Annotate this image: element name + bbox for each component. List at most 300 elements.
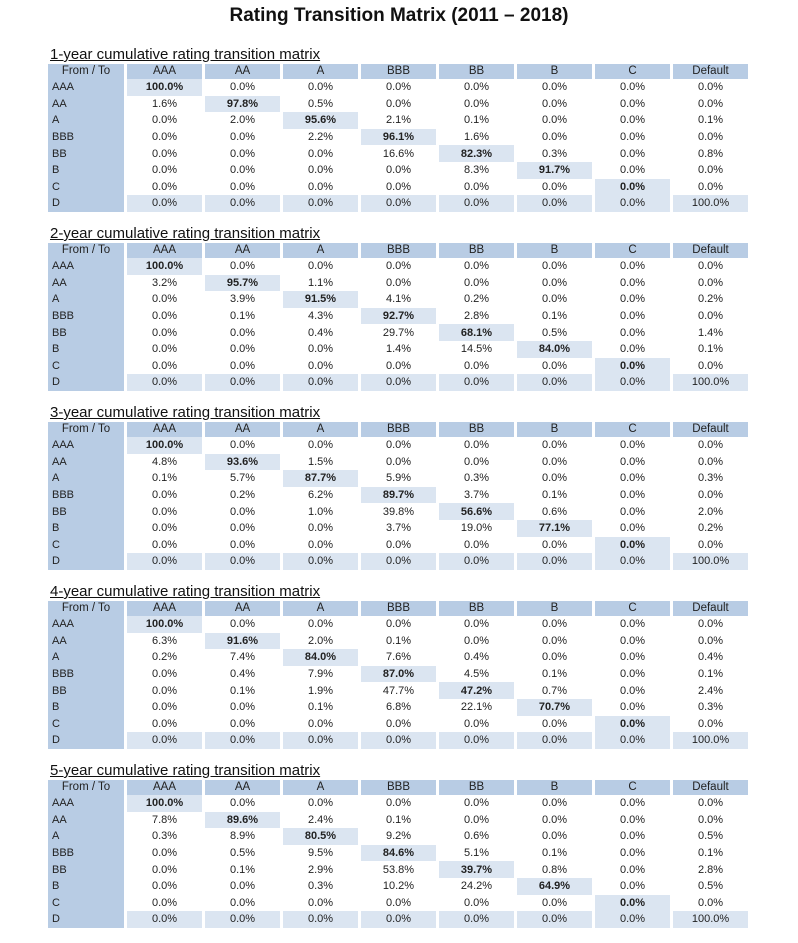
table-cell: 0.0% — [283, 553, 358, 570]
table-cell: 0.0% — [439, 553, 514, 570]
table-cell: 0.0% — [307, 797, 334, 810]
row-label: B — [48, 699, 124, 716]
header-row — [48, 422, 748, 437]
table-row — [48, 553, 748, 570]
table-cell: 0.0% — [541, 896, 568, 909]
table-cell: 0.0% — [463, 813, 490, 826]
table-cell: 0.0% — [229, 359, 256, 372]
table-cell: 0.4% — [697, 651, 724, 664]
table-cell: 0.0% — [595, 895, 670, 912]
column-header: A — [283, 243, 358, 258]
matrix-block — [45, 761, 751, 928]
table-cell: 3.9% — [229, 293, 256, 306]
matrix-title: 2-year cumulative rating transition matrix — [50, 225, 321, 242]
table-cell: 0.0% — [151, 343, 178, 356]
table-cell: 0.0% — [619, 668, 646, 681]
table-cell: 0.0% — [697, 97, 724, 110]
table-cell: 0.0% — [229, 618, 256, 631]
diagonal-cell: 77.1% — [517, 520, 592, 537]
table-cell: 0.0% — [463, 634, 490, 647]
row-label: D — [48, 374, 124, 391]
transition-matrix-table — [45, 243, 751, 391]
table-cell: 0.0% — [595, 358, 670, 375]
table-cell: 0.0% — [541, 618, 568, 631]
row-label: A — [48, 649, 124, 666]
row-label: B — [48, 520, 124, 537]
table-cell: 0.0% — [151, 180, 178, 193]
table-cell: 0.0% — [541, 797, 568, 810]
table-cell: 0.6% — [463, 830, 490, 843]
table-cell: 5.7% — [229, 472, 256, 485]
table-cell: 0.0% — [697, 489, 724, 502]
table-cell: 0.1% — [541, 847, 568, 860]
table-cell: 2.1% — [385, 114, 412, 127]
table-row — [48, 341, 748, 358]
transition-matrix-table — [45, 601, 751, 749]
column-header: Default — [673, 243, 748, 258]
table-cell: 0.4% — [307, 326, 334, 339]
table-cell: 0.0% — [619, 813, 646, 826]
table-row — [48, 699, 748, 716]
table-cell: 0.0% — [541, 131, 568, 144]
diagonal-cell: 100.0% — [127, 79, 202, 96]
table-cell: 0.0% — [619, 293, 646, 306]
table-cell: 0.2% — [463, 293, 490, 306]
diagonal-cell: 100.0% — [127, 616, 202, 633]
table-cell: 1.1% — [307, 276, 334, 289]
row-label: D — [48, 732, 124, 749]
column-header: BBB — [361, 780, 436, 795]
table-cell: 6.8% — [385, 701, 412, 714]
table-cell: 0.0% — [697, 813, 724, 826]
table-cell: 0.1% — [229, 310, 256, 323]
table-row — [48, 520, 748, 537]
column-header: BBB — [361, 601, 436, 616]
table-cell: 0.0% — [127, 195, 202, 212]
table-cell: 0.0% — [229, 343, 256, 356]
table-cell: 0.0% — [619, 797, 646, 810]
table-row — [48, 358, 748, 375]
table-cell: 53.8% — [382, 863, 415, 876]
table-cell: 0.0% — [151, 847, 178, 860]
table-cell: 2.8% — [463, 310, 490, 323]
table-cell: 0.0% — [127, 911, 202, 928]
column-header: B — [517, 64, 592, 79]
table-cell: 3.7% — [385, 522, 412, 535]
table-row — [48, 828, 748, 845]
table-cell: 0.0% — [151, 310, 178, 323]
table-cell: 0.0% — [541, 538, 568, 551]
table-cell: 0.0% — [541, 813, 568, 826]
table-cell: 0.0% — [385, 717, 412, 730]
table-cell: 0.0% — [541, 293, 568, 306]
table-cell: 0.0% — [517, 911, 592, 928]
diagonal-cell: 47.2% — [439, 682, 514, 699]
diagonal-cell: 87.7% — [283, 470, 358, 487]
table-cell: 0.0% — [463, 717, 490, 730]
matrix-block — [45, 224, 751, 391]
table-cell: 0.0% — [151, 489, 178, 502]
table-cell: 0.3% — [697, 472, 724, 485]
table-cell: 2.0% — [229, 114, 256, 127]
table-cell: 0.0% — [595, 179, 670, 196]
table-cell: 0.0% — [307, 147, 334, 160]
table-row — [48, 716, 748, 733]
column-header: AAA — [127, 64, 202, 79]
table-cell: 0.1% — [307, 701, 334, 714]
table-cell: 0.1% — [151, 472, 178, 485]
table-cell: 100.0% — [673, 732, 748, 749]
header-row — [48, 780, 748, 795]
table-cell: 0.0% — [229, 797, 256, 810]
column-header: Default — [673, 422, 748, 437]
table-cell: 0.0% — [697, 81, 724, 94]
table-cell: 29.7% — [382, 326, 415, 339]
table-cell: 47.7% — [382, 684, 415, 697]
table-cell: 0.0% — [283, 195, 358, 212]
table-cell: 0.7% — [541, 684, 568, 697]
table-cell: 0.0% — [619, 310, 646, 323]
column-header: Default — [673, 601, 748, 616]
column-header: BB — [439, 422, 514, 437]
table-cell: 5.9% — [385, 472, 412, 485]
table-cell: 4.8% — [151, 455, 178, 468]
transition-matrix-table — [45, 422, 751, 570]
table-cell: 0.0% — [385, 896, 412, 909]
row-label: C — [48, 358, 124, 375]
row-label: B — [48, 878, 124, 895]
table-cell: 0.0% — [307, 343, 334, 356]
column-header: A — [283, 422, 358, 437]
table-cell: 7.9% — [307, 668, 334, 681]
table-cell: 100.0% — [673, 553, 748, 570]
table-cell: 0.1% — [229, 684, 256, 697]
table-cell: 0.0% — [205, 195, 280, 212]
header-corner: From / To — [48, 601, 124, 616]
table-cell: 0.0% — [619, 164, 646, 177]
table-cell: 0.0% — [205, 732, 280, 749]
table-cell: 0.0% — [697, 439, 724, 452]
table-cell: 0.0% — [697, 180, 724, 193]
table-cell: 5.1% — [463, 847, 490, 860]
table-cell: 0.0% — [541, 180, 568, 193]
table-cell: 0.1% — [697, 343, 724, 356]
column-header: BBB — [361, 422, 436, 437]
table-cell: 0.8% — [697, 147, 724, 160]
row-label: BBB — [48, 129, 124, 146]
table-cell: 10.2% — [382, 880, 415, 893]
table-cell: 0.0% — [619, 505, 646, 518]
table-cell: 0.0% — [541, 439, 568, 452]
column-header: B — [517, 601, 592, 616]
row-label: C — [48, 537, 124, 554]
table-cell: 0.0% — [619, 276, 646, 289]
table-cell: 4.3% — [307, 310, 334, 323]
row-label: D — [48, 911, 124, 928]
matrix-title: 3-year cumulative rating transition matrix — [50, 404, 321, 421]
row-label: AA — [48, 454, 124, 471]
table-cell: 0.0% — [151, 326, 178, 339]
table-row — [48, 861, 748, 878]
table-cell: 2.8% — [697, 863, 724, 876]
table-cell: 0.0% — [385, 97, 412, 110]
table-cell: 0.0% — [151, 131, 178, 144]
diagonal-cell: 84.0% — [283, 649, 358, 666]
table-row — [48, 162, 748, 179]
table-cell: 0.0% — [127, 553, 202, 570]
column-header: AA — [205, 243, 280, 258]
table-cell: 0.0% — [463, 81, 490, 94]
table-cell: 0.0% — [619, 847, 646, 860]
table-row — [48, 112, 748, 129]
header-row — [48, 601, 748, 616]
diagonal-cell: 91.5% — [283, 291, 358, 308]
table-cell: 2.0% — [697, 505, 724, 518]
row-label: AAA — [48, 616, 124, 633]
table-cell: 0.3% — [697, 701, 724, 714]
table-cell: 0.0% — [619, 326, 646, 339]
table-row — [48, 878, 748, 895]
table-row — [48, 79, 748, 96]
diagonal-cell: 95.6% — [283, 112, 358, 129]
table-cell: 0.5% — [697, 830, 724, 843]
table-cell: 1.6% — [151, 97, 178, 110]
table-cell: 0.0% — [385, 538, 412, 551]
diagonal-cell: 91.6% — [205, 633, 280, 650]
column-header: A — [283, 780, 358, 795]
table-cell: 0.1% — [541, 489, 568, 502]
table-cell: 0.0% — [619, 114, 646, 127]
row-label: BB — [48, 503, 124, 520]
table-cell: 0.0% — [541, 717, 568, 730]
table-cell: 0.0% — [229, 164, 256, 177]
table-cell: 0.0% — [361, 374, 436, 391]
table-cell: 9.5% — [307, 847, 334, 860]
row-label: D — [48, 553, 124, 570]
table-cell: 0.0% — [361, 911, 436, 928]
table-cell: 0.0% — [229, 131, 256, 144]
table-cell: 0.0% — [463, 260, 490, 273]
table-cell: 6.2% — [307, 489, 334, 502]
table-cell: 0.0% — [229, 701, 256, 714]
table-cell: 0.0% — [595, 195, 670, 212]
table-cell: 1.4% — [697, 326, 724, 339]
diagonal-cell: 84.0% — [517, 341, 592, 358]
table-cell: 0.0% — [697, 797, 724, 810]
table-cell: 0.0% — [697, 896, 724, 909]
table-cell: 0.3% — [541, 147, 568, 160]
table-cell: 1.4% — [385, 343, 412, 356]
table-cell: 1.5% — [307, 455, 334, 468]
column-header: Default — [673, 64, 748, 79]
table-cell: 0.0% — [463, 538, 490, 551]
table-cell: 0.0% — [595, 911, 670, 928]
diagonal-cell: 84.6% — [361, 845, 436, 862]
row-label: BBB — [48, 308, 124, 325]
column-header: A — [283, 601, 358, 616]
table-cell: 0.0% — [229, 180, 256, 193]
table-cell: 0.0% — [595, 374, 670, 391]
column-header: C — [595, 780, 670, 795]
table-cell: 0.0% — [619, 81, 646, 94]
page-title: Rating Transition Matrix (2011 – 2018) — [229, 5, 569, 26]
table-cell: 0.1% — [697, 847, 724, 860]
table-cell: 0.0% — [283, 374, 358, 391]
column-header: BB — [439, 64, 514, 79]
table-cell: 0.0% — [619, 131, 646, 144]
table-cell: 0.0% — [697, 455, 724, 468]
table-cell: 0.6% — [541, 505, 568, 518]
table-cell: 0.0% — [619, 880, 646, 893]
table-cell: 0.0% — [307, 538, 334, 551]
table-cell: 0.0% — [205, 911, 280, 928]
table-cell: 0.0% — [595, 716, 670, 733]
table-cell: 0.0% — [619, 439, 646, 452]
row-label: D — [48, 195, 124, 212]
table-cell: 0.0% — [619, 863, 646, 876]
column-header: B — [517, 422, 592, 437]
table-cell: 0.0% — [229, 522, 256, 535]
table-row — [48, 145, 748, 162]
table-cell: 0.0% — [541, 472, 568, 485]
column-header: C — [595, 601, 670, 616]
row-label: AAA — [48, 258, 124, 275]
table-cell: 0.0% — [385, 180, 412, 193]
header-corner: From / To — [48, 64, 124, 79]
table-cell: 0.0% — [463, 896, 490, 909]
table-cell: 0.0% — [541, 359, 568, 372]
table-cell: 0.0% — [307, 164, 334, 177]
table-cell: 0.0% — [283, 732, 358, 749]
row-label: BB — [48, 145, 124, 162]
table-cell: 0.3% — [463, 472, 490, 485]
table-cell: 0.0% — [151, 522, 178, 535]
column-header: BBB — [361, 64, 436, 79]
table-cell: 0.0% — [385, 455, 412, 468]
table-cell: 4.1% — [385, 293, 412, 306]
table-cell: 0.0% — [619, 522, 646, 535]
table-cell: 7.4% — [229, 651, 256, 664]
header-row — [48, 64, 748, 79]
table-row — [48, 682, 748, 699]
row-label: A — [48, 828, 124, 845]
row-label: A — [48, 291, 124, 308]
table-cell: 0.0% — [697, 538, 724, 551]
diagonal-cell: 96.1% — [361, 129, 436, 146]
column-header: AAA — [127, 422, 202, 437]
table-cell: 1.6% — [463, 131, 490, 144]
column-header: BB — [439, 780, 514, 795]
row-label: B — [48, 162, 124, 179]
table-cell: 0.0% — [151, 684, 178, 697]
table-cell: 3.2% — [151, 276, 178, 289]
table-cell: 0.0% — [619, 260, 646, 273]
diagonal-cell: 87.0% — [361, 666, 436, 683]
table-cell: 0.1% — [385, 634, 412, 647]
table-cell: 0.0% — [697, 717, 724, 730]
table-row — [48, 666, 748, 683]
table-cell: 0.0% — [385, 164, 412, 177]
table-cell: 0.0% — [619, 684, 646, 697]
table-cell: 0.0% — [229, 260, 256, 273]
table-cell: 0.0% — [229, 538, 256, 551]
table-cell: 0.0% — [619, 830, 646, 843]
diagonal-cell: 70.7% — [517, 699, 592, 716]
table-cell: 0.0% — [151, 538, 178, 551]
row-label: AAA — [48, 79, 124, 96]
table-cell: 0.0% — [385, 276, 412, 289]
table-cell: 0.0% — [229, 896, 256, 909]
table-row — [48, 195, 748, 212]
table-row — [48, 275, 748, 292]
diagonal-cell: 93.6% — [205, 454, 280, 471]
table-cell: 0.0% — [151, 880, 178, 893]
table-row — [48, 537, 748, 554]
table-row — [48, 812, 748, 829]
table-cell: 0.0% — [307, 180, 334, 193]
table-cell: 2.9% — [307, 863, 334, 876]
table-cell: 0.4% — [463, 651, 490, 664]
matrix-block — [45, 45, 751, 212]
table-cell: 0.0% — [229, 81, 256, 94]
table-cell: 0.0% — [151, 863, 178, 876]
table-cell: 0.0% — [595, 732, 670, 749]
diagonal-cell: 100.0% — [127, 437, 202, 454]
table-row — [48, 324, 748, 341]
table-cell: 3.7% — [463, 489, 490, 502]
table-cell: 9.2% — [385, 830, 412, 843]
row-label: BB — [48, 682, 124, 699]
row-label: BB — [48, 861, 124, 878]
table-row — [48, 308, 748, 325]
table-cell: 0.0% — [361, 553, 436, 570]
table-cell: 0.0% — [541, 651, 568, 664]
row-label: BBB — [48, 845, 124, 862]
table-cell: 0.0% — [307, 896, 334, 909]
table-cell: 1.9% — [307, 684, 334, 697]
table-cell: 0.1% — [385, 813, 412, 826]
table-cell: 0.0% — [151, 668, 178, 681]
table-row — [48, 437, 748, 454]
table-cell: 0.0% — [619, 651, 646, 664]
row-label: C — [48, 716, 124, 733]
table-cell: 0.0% — [463, 180, 490, 193]
table-cell: 0.1% — [463, 114, 490, 127]
table-cell: 0.0% — [205, 374, 280, 391]
table-cell: 0.0% — [517, 553, 592, 570]
table-cell: 0.0% — [541, 114, 568, 127]
table-cell: 39.8% — [382, 505, 415, 518]
table-cell: 0.0% — [619, 455, 646, 468]
table-cell: 0.0% — [619, 343, 646, 356]
diagonal-cell: 64.9% — [517, 878, 592, 895]
diagonal-cell: 97.8% — [205, 96, 280, 113]
table-cell: 0.3% — [307, 880, 334, 893]
row-label: AA — [48, 275, 124, 292]
table-cell: 2.4% — [307, 813, 334, 826]
table-cell: 0.0% — [619, 147, 646, 160]
table-cell: 16.6% — [382, 147, 415, 160]
table-cell: 0.0% — [229, 147, 256, 160]
diagonal-cell: 100.0% — [127, 795, 202, 812]
diagonal-cell: 92.7% — [361, 308, 436, 325]
table-cell: 0.0% — [541, 276, 568, 289]
diagonal-cell: 89.7% — [361, 487, 436, 504]
table-cell: 0.0% — [463, 797, 490, 810]
table-cell: 8.9% — [229, 830, 256, 843]
table-row — [48, 487, 748, 504]
table-cell: 0.2% — [229, 489, 256, 502]
